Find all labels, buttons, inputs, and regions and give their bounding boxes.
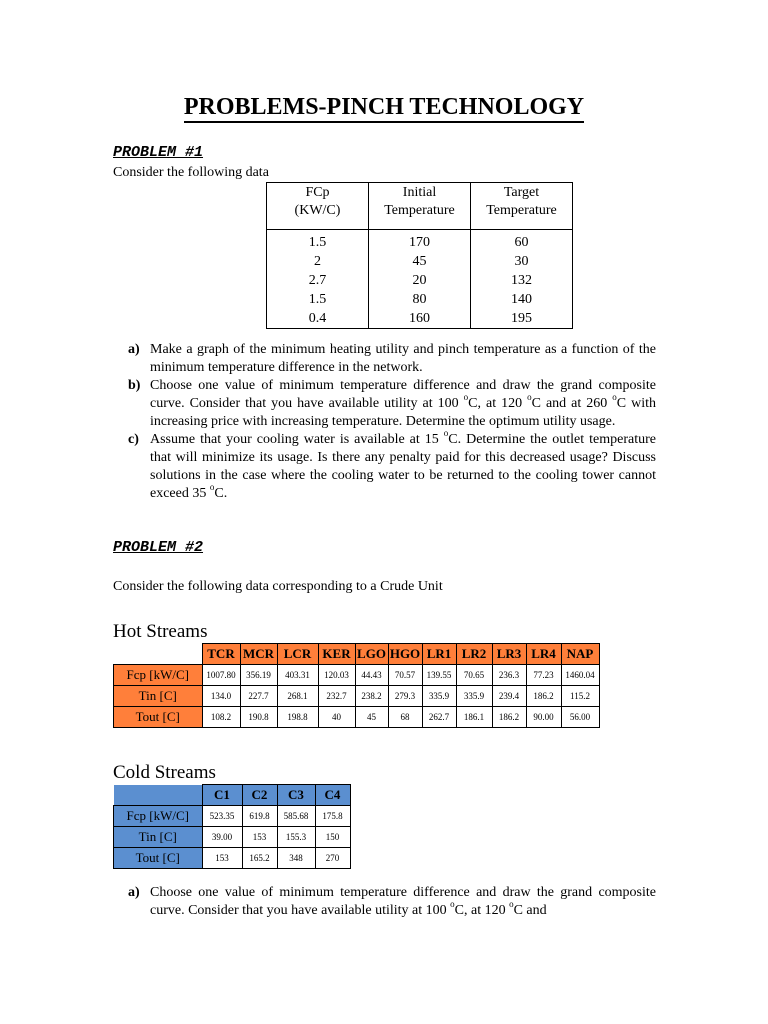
page-title: PROBLEMS-PINCH TECHNOLOGY [0,94,768,121]
table-row: Tin [C] 134.0 227.7 268.1 232.7 238.2 279.3 335.9 335.9 239.4 186.2 115.2 [114,686,600,707]
problem-2-heading: PROBLEM #2 [113,539,204,556]
table-header: Target Temperature [471,183,573,230]
table-header: FCp (KW/C) [267,183,369,230]
table-row: 1.5 170 60 [267,230,573,253]
table-row: Fcp [kW/C] 523.35 619.8 585.68 175.8 [114,806,351,827]
table-row: 0.4 160 195 [267,309,573,329]
table-row: Tout [C] 108.2 190.8 198.8 40 45 68 262.7 186.1 186.2 90.00 56.00 [114,707,600,728]
cold-streams-title: Cold Streams [113,762,216,783]
problem-1-heading: PROBLEM #1 [113,144,204,161]
question-b: b) Choose one value of minimum temperature difference and draw the grand composite curve. Consider that you have available utility at 100 $^o$C, at 120 $^o$C and at 260 $^o$C with increasing price with increasing temperature. Determine the optimum utility usage. [128,378,657,429]
table-row: 2 45 30 [267,252,573,271]
hot-streams-title: Hot Streams [113,621,208,642]
hot-streams-table: TCR MCR LCR KER LGO HGO LR1 LR2 LR3 LR4 NAP Fcp [kW/C] 1007.80 356.19 403.31 120.03 44.43 70.57 139.55 70.65 236.3 77.23 1460.04 Tin [C] 134.0 227.7 268.1 232.7 238.2 279.3 335.9 335.9 239.4 186.2 115.2 Tout [C] 108.2 190.8 198.8 40 45 68 262.7 186.1 186.2 90.00 56.00 [113,643,600,728]
table-row: 1.5 80 140 [267,290,573,309]
table-row: Fcp [kW/C] 1007.80 356.19 403.31 120.03 44.43 70.57 139.55 70.65 236.3 77.23 1460.04 [114,665,600,686]
problem-1-questions [128,341,656,503]
table-row: 2.7 20 132 [267,271,573,290]
problem-1-data-table [266,182,573,329]
question-a: a) Choose one value of minimum temperature difference and draw the grand composite curve. Consider that you have available utility at 100 $^o$C, at 120 $^o$C and [128,885,656,918]
problem-2-questions [128,884,656,920]
problem-1-intro: Consider the following data [113,165,269,180]
question-c: c) Assume that your cooling water is available at 15 $^o$C. Determine the outlet temperature that will minimize its usage. Is there any penalty paid for this decreased usage? Discuss solutions in the case where the cooling water to be returned to the cooling tower cannot exceed 35 $^o$C. [128,428,656,501]
table-row: Tin [C] 39.00 153 155.3 150 [114,827,351,848]
table-header: Initial Temperature [369,183,471,230]
problem-2-intro: Consider the following data corresponding to a Crude Unit [113,579,443,594]
table-row: Tout [C] 153 165.2 348 270 [114,848,351,869]
question-a: a) Make a graph of the minimum heating utility and pinch temperature as a function of the minimum temperature difference in the network. [128,342,656,375]
cold-streams-table: C1 C2 C3 C4 Fcp [kW/C] 523.35 619.8 585.68 175.8 Tin [C] 39.00 153 155.3 150 Tout [C] 153 165.2 348 270 [113,784,351,869]
